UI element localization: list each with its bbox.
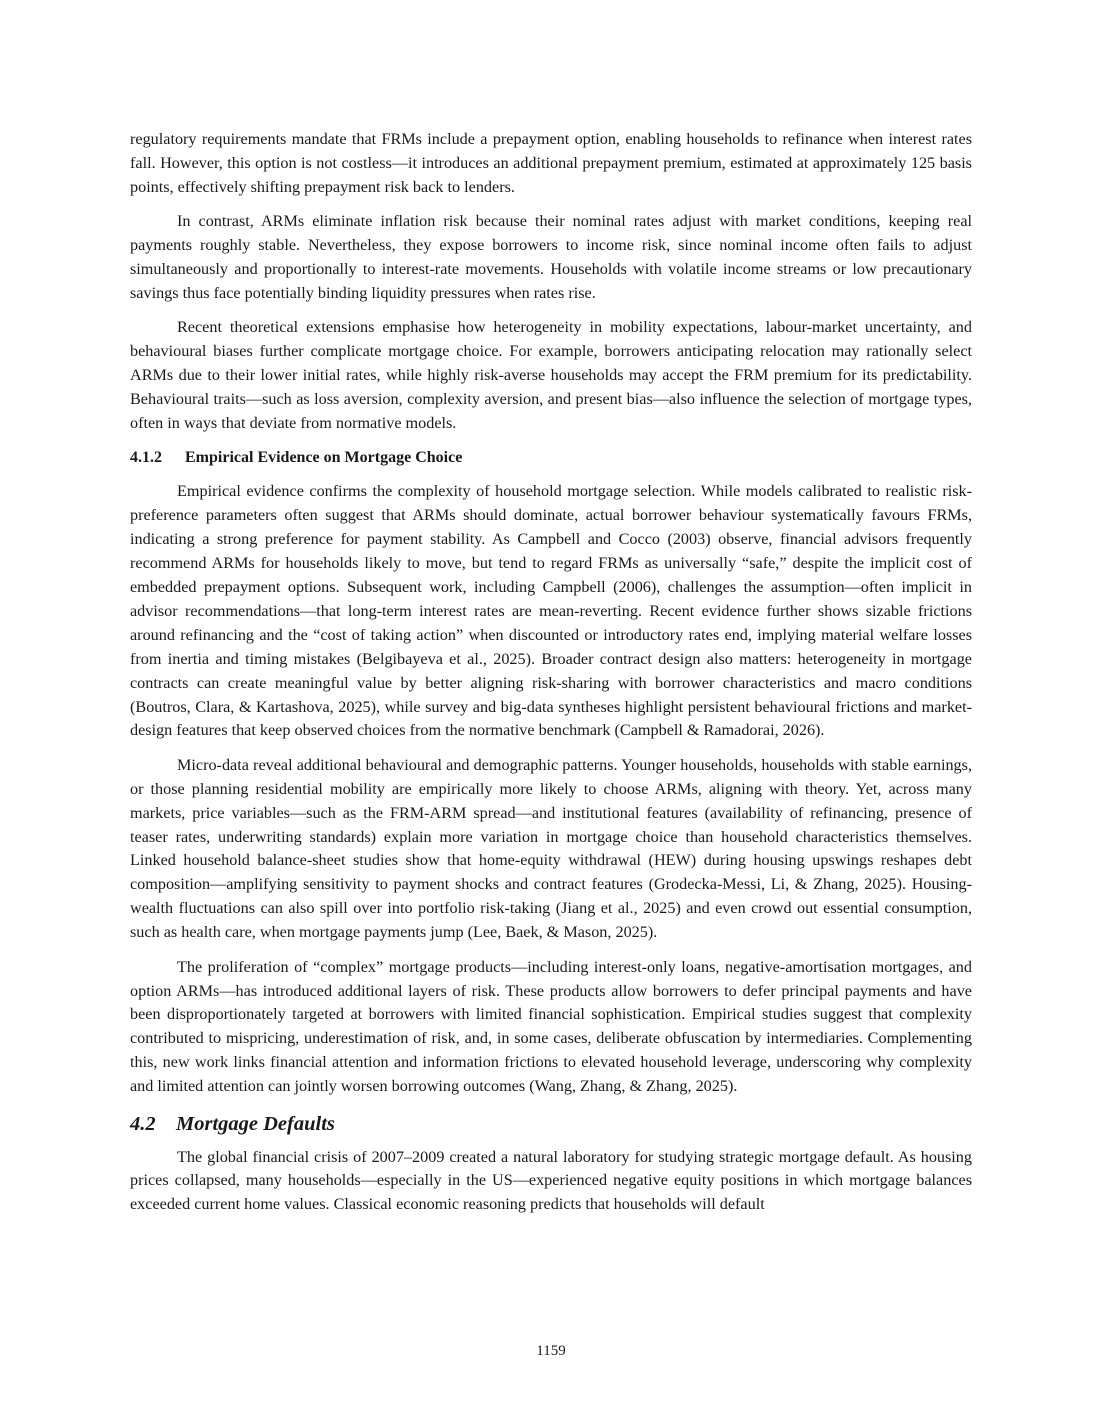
paragraph-financial-crisis: The global financial crisis of 2007–2009 created a natural laboratory for studying strategic mortgage default. As housing prices collapsed, many households—especially in the US—experienced negative equity positions in which mortgage balances exceeded current home values. Classical economic reasoning predicts that households will default [130, 1147, 972, 1214]
paragraph-continued: regulatory requirements mandate that FRMs include a prepayment option, enabling households to refinance when interest rates fall. However, this option is not costless—it introduces an additional prepayment premium, estimated at approximately 125 basis points, effectively shifting prepayment risk back to lenders. [130, 130, 972, 196]
section-heading [130, 1110, 972, 1138]
paragraph-theoretical-extensions: Recent theoretical extensions emphasise how heterogeneity in mobility expectations, labour-market uncertainty, and behavioural biases further complicate mortgage choice. For example, borrowers anticipating relocation may rationally select ARMs due to their lower initial rates, while highly risk-averse households may accept the FRM premium for its predictability. Behavioural traits—such as loss aversion, complexity aversion, and present bias—also influence the selection of mortgage types, often in ways that deviate from normative models. [130, 318, 972, 432]
paragraph-empirical-evidence: Empirical evidence confirms the complexity of household mortgage selection. While models calibrated to realistic risk-preference parameters often suggest that ARMs should dominate, actual borrower behaviour systematically favours FRMs, indicating a strong preference for payment stability. As Campbell and Cocco (2003) observe, financial advisors frequently recommend ARMs for households likely to move, but tend to regard FRMs as universally “safe,” despite the implicit cost of embedded prepayment options. Subsequent work, including Campbell (2006), challenges the assumption—often implicit in advisor recommendations—that long-term interest rates are mean-reverting. Recent evidence further shows sizable frictions around refinancing and the “cost of taking action” when discounted or introductory rates end, implying material welfare losses from inertia and timing mistakes (Belgibayeva et al., 2025). Broader contract design also matters: heterogeneity in mortgage contracts can create meaningful value by better aligning risk-sharing with borrower characteristics and macro conditions (Boutros, Clara, & Kartashova, 2025), while survey and big-data syntheses highlight persistent behavioural frictions and market-design features that keep observed choices from the normative benchmark (Campbell & Ramadorai, 2026). [130, 482, 972, 740]
section-number: 4.2 [130, 1112, 156, 1135]
paragraph-arms-inflation-risk: In contrast, ARMs eliminate inflation risk because their nominal rates adjust with market conditions, keeping real payments roughly stable. Nevertheless, they expose borrowers to income risk, since nominal income often fails to adjust simultaneously and proportionally to interest-rate movements. Households with volatile income streams or low precautionary savings thus face potentially binding liquidity pressures when rates rise. [130, 212, 972, 302]
page-body [130, 128, 972, 1228]
subsection-heading [130, 446, 972, 469]
paragraph-micro-data: Micro-data reveal additional behavioural and demographic patterns. Younger households, households with stable earnings, or those planning residential mobility are empirically more likely to choose ARMs, aligning with theory. Yet, across many markets, price variables—such as the FRM-ARM spread—and institutional features (availability of refinancing, presence of teaser rates, underwriting standards) explain more variation in mortgage choice than household characteristics themselves. Linked household balance-sheet studies show that home-equity withdrawal (HEW) during housing upswings reshapes debt composition—amplifying sensitivity to payment shocks and contract features (Grodecka-Messi, Li, & Zhang, 2025). Housing-wealth fluctuations can also spill over into portfolio risk-taking (Jiang et al., 2025) and even crowd out essential consumption, such as health care, when mortgage payments jump (Lee, Baek, & Mason, 2025). [130, 755, 972, 942]
paragraph-complex-products: The proliferation of “complex” mortgage products—including interest-only loans, negative-amortisation mortgages, and option ARMs—has introduced additional layers of risk. These products allow borrowers to defer principal payments and have been disproportionately targeted at borrowers with limited financial sophistication. Empirical studies suggest that complexity contributed to mispricing, underestimation of risk, and, in some cases, deliberate obfuscation by intermediaries. Complementing this, new work links financial attention and information frictions to elevated household leverage, underscoring why complexity and limited attention can jointly worsen borrowing outcomes (Wang, Zhang, & Zhang, 2025). [130, 957, 972, 1096]
subsection-number: 4.1.2 [130, 449, 162, 467]
subsection-title: Empirical Evidence on Mortgage Choice [185, 449, 463, 467]
page-number: 1159 [536, 1343, 566, 1359]
section-title: Mortgage Defaults [176, 1112, 335, 1135]
